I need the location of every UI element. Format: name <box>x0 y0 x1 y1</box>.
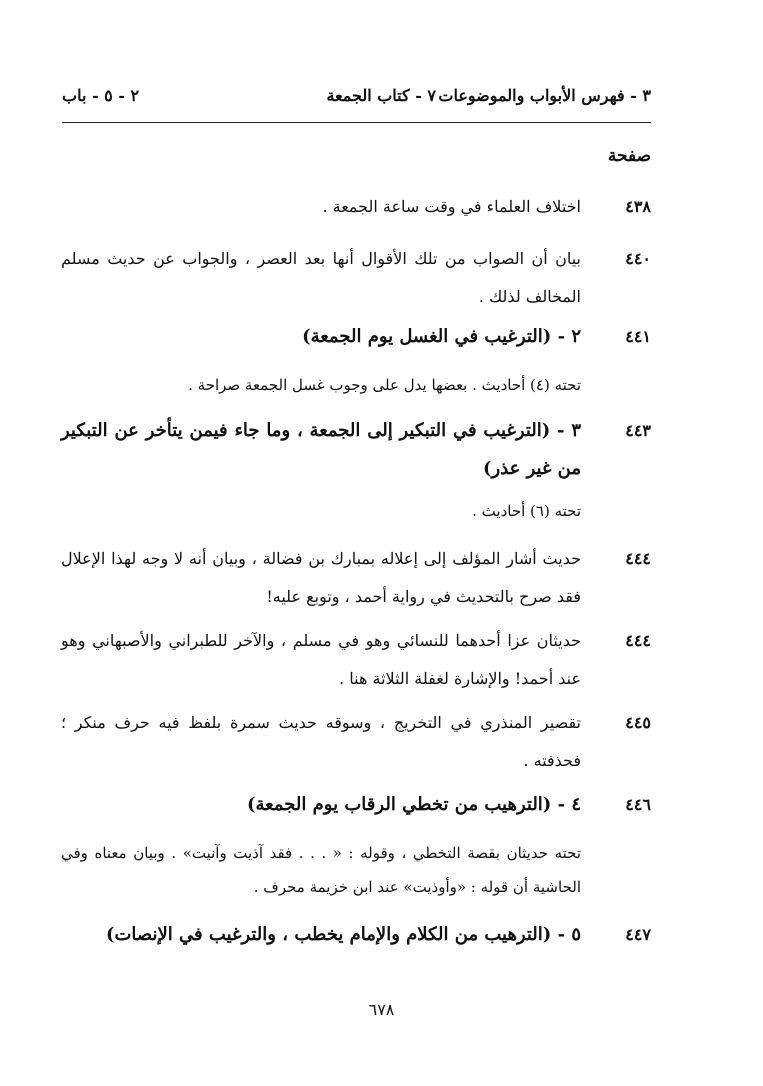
entry-page-number: ٤٤٠ <box>625 249 651 268</box>
entry-note: تحته (٤) أحاديث . بعضها يدل على وجوب غسل الجمعة صراحة . <box>188 376 581 394</box>
index-section-heading <box>61 786 651 824</box>
entry-text: ٤ - (الترهيب من تخطي الرقاب يوم الجمعة) <box>247 794 581 815</box>
entry-text: حديث أشار المؤلف إلى إعلاله بمبارك بن فضالة ، وبيان أنه لا وجه لهذا الإعلال فقد صرح بالتحديث في رواية أحمد ، وتوبع عليه! <box>61 549 581 606</box>
page-number: ٦٧٨ <box>368 1000 395 1019</box>
entry-page-number: ٤٤٦ <box>625 795 651 814</box>
entry-text: ٢ - (الترغيب في الغسل يوم الجمعة) <box>302 326 581 347</box>
index-section-heading <box>61 916 651 954</box>
entry-page-number: ٤٤٤ <box>625 549 651 568</box>
index-entry <box>61 540 651 616</box>
entry-page-number: ٤٤٥ <box>625 713 651 732</box>
index-section-heading <box>61 318 651 356</box>
entry-page-number: ٤٤١ <box>625 327 651 346</box>
running-header <box>62 86 651 116</box>
entry-text: تقصير المنذري في التخريج ، وسوقه حديث سمرة بلفظ فيه حرف منكر ؛ فحذفته . <box>61 713 581 770</box>
entry-page-number: ٤٤٤ <box>625 631 651 650</box>
header-section-title: ٣ - فهرس الأبواب والموضوعات <box>438 86 651 105</box>
entry-page-number: ٤٤٧ <box>625 925 651 944</box>
header-book-title: ٧ - كتاب الجمعة <box>326 86 436 105</box>
entry-page-number: ٤٣٨ <box>625 197 651 216</box>
header-divider <box>62 122 651 123</box>
header-chapter-title: ٢ - ٥ - باب <box>62 86 140 105</box>
index-entry <box>61 188 651 226</box>
entry-text: اختلاف العلماء في وقت ساعة الجمعة . <box>322 197 581 216</box>
entry-text: حديثان عزا أحدهما للنسائي وهو في مسلم ، والآخر للطبراني والأصبهاني وهو عند أحمد! والإشارة لغفلة الثلاثة هنا . <box>61 631 581 688</box>
entry-text: ٥ - (الترهيب من الكلام والإمام يخطب ، والترغيب في الإنصات) <box>105 924 581 945</box>
page-column-title: صفحة <box>607 146 651 166</box>
entry-text: ٣ - (الترغيب في التبكير إلى الجمعة ، وما جاء فيمن يتأخر عن التبكير من غير عذر) <box>61 420 581 479</box>
entry-page-number: ٤٤٣ <box>625 421 651 440</box>
index-entry <box>61 622 651 698</box>
index-entry <box>61 704 651 780</box>
index-entry <box>61 240 651 316</box>
entry-note: تحته حديثان بقصة التخطي ، وقوله : « . . . فقد آذيت وآنيت» . وبيان معناه وفي الحاشية أن قوله : «وأوذيت» عند ابن خزيمة محرف . <box>61 844 581 896</box>
entry-note: تحته (٦) أحاديث . <box>472 502 581 520</box>
entry-text: بيان أن الصواب من تلك الأقوال أنها بعد العصر ، والجواب عن حديث مسلم المخالف لذلك . <box>61 249 582 306</box>
index-section-heading <box>61 412 651 488</box>
